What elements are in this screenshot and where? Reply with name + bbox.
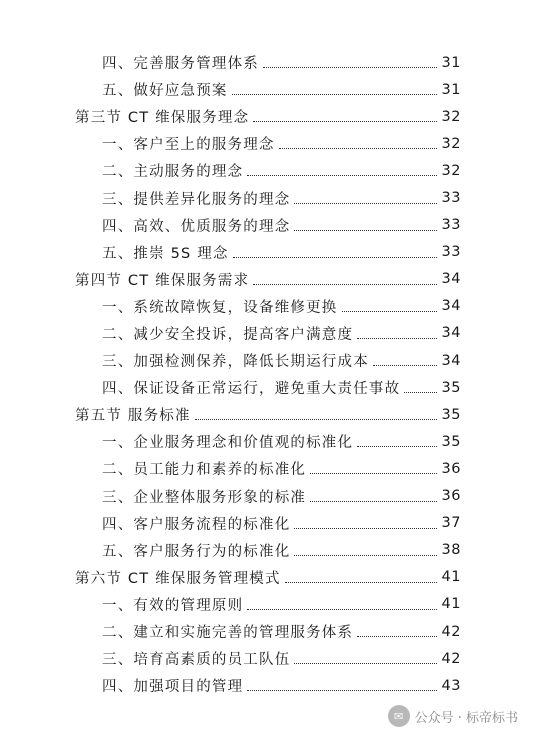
dot-leader [357, 636, 437, 637]
dot-leader [232, 94, 437, 95]
dot-leader [294, 528, 437, 529]
dot-leader [285, 582, 437, 583]
toc-entry-row [0, 184, 540, 211]
dot-leader [373, 365, 437, 366]
toc-entry-label: 五、做好应急预案 [102, 83, 228, 100]
toc-entry-label: 第三节 CT 维保服务理念 [75, 110, 250, 127]
dot-leader [294, 203, 437, 204]
toc-page-number: 42 [441, 650, 461, 667]
toc-entry-label: 四、客户服务流程的标准化 [102, 516, 291, 533]
toc-section-row [0, 266, 540, 293]
toc-entry-label: 二、建立和实施完善的管理服务体系 [102, 625, 354, 642]
toc-entry-row [0, 157, 540, 184]
toc-page-number: 33 [441, 217, 461, 234]
dot-leader [263, 67, 437, 68]
toc-entry-row [0, 212, 540, 239]
toc-entry-label: 三、企业整体服务形象的标准 [102, 489, 307, 506]
toc-entry-row [0, 618, 540, 645]
toc-page-number: 32 [441, 162, 461, 179]
toc-page-number: 33 [441, 244, 461, 261]
toc-page-number: 43 [441, 677, 461, 694]
toc-entry-label: 四、加强项目的管理 [102, 679, 244, 696]
toc-page-number: 34 [441, 271, 461, 288]
toc-page-number: 38 [441, 542, 461, 559]
toc-page-number: 31 [441, 81, 461, 98]
toc-page-number: 32 [441, 108, 461, 125]
dot-leader [294, 663, 437, 664]
dot-leader [357, 446, 437, 447]
toc-page-number: 35 [441, 433, 461, 450]
toc-page-number: 35 [441, 379, 461, 396]
toc-entry-label: 三、加强检测保养，降低长期运行成本 [102, 354, 369, 371]
toc-entry-row [0, 130, 540, 157]
toc-page-number: 34 [441, 325, 461, 342]
toc-page-number: 34 [441, 298, 461, 315]
watermark [388, 704, 518, 728]
toc-entry-row [0, 320, 540, 347]
toc-page-number: 35 [441, 406, 461, 423]
toc-entry-label: 二、主动服务的理念 [102, 164, 244, 181]
toc-entry-row [0, 374, 540, 401]
toc-page-number: 36 [441, 460, 461, 477]
toc-page-number: 32 [441, 135, 461, 152]
toc-entry-label: 三、提供差异化服务的理念 [102, 191, 291, 208]
dot-leader [294, 555, 437, 556]
toc-entry-label: 第六节 CT 维保服务管理模式 [75, 570, 281, 587]
toc-entry-row [0, 591, 540, 618]
toc-page-number: 41 [441, 596, 461, 613]
dot-leader [310, 473, 437, 474]
toc-entry-label: 五、推崇 5S 理念 [102, 245, 229, 262]
toc-entry-row [0, 510, 540, 537]
toc-entry-label: 一、系统故障恢复，设备维修更换 [102, 299, 338, 316]
toc-section-row [0, 401, 540, 428]
toc-entry-row [0, 455, 540, 482]
dot-leader [195, 419, 437, 420]
toc-entry-row [0, 239, 540, 266]
toc-page-number: 31 [441, 54, 461, 71]
toc-entry-label: 第四节 CT 维保服务需求 [75, 272, 250, 289]
dot-leader [247, 609, 437, 610]
dot-leader [253, 284, 437, 285]
toc-entry-row [0, 645, 540, 672]
toc-entry-row [0, 76, 540, 103]
toc-section-row [0, 564, 540, 591]
watermark-text: 公众号 · 标帝标书 [414, 710, 518, 726]
toc-entry-row [0, 428, 540, 455]
toc-page-number: 41 [441, 569, 461, 586]
toc-entry-label: 一、有效的管理原则 [102, 597, 244, 614]
dot-leader [247, 690, 437, 691]
dot-leader [279, 148, 437, 149]
toc-entry-label: 四、高效、优质服务的理念 [102, 218, 291, 235]
toc-entry-label: 二、员工能力和素养的标准化 [102, 462, 307, 479]
toc-page-number: 34 [441, 352, 461, 369]
toc-entry-label: 四、完善服务管理体系 [102, 56, 259, 73]
toc-page-number: 42 [441, 623, 461, 640]
toc-entry-label: 三、培育高素质的员工队伍 [102, 652, 291, 669]
toc-section-row [0, 103, 540, 130]
toc-page-number: 37 [441, 515, 461, 532]
toc-entry-label: 二、减少安全投诉，提高客户满意度 [102, 326, 354, 343]
dot-leader [357, 338, 437, 339]
dot-leader [294, 230, 437, 231]
dot-leader [253, 121, 437, 122]
toc-entry-row [0, 537, 540, 564]
toc-page-number: 36 [441, 488, 461, 505]
toc-entry-row [0, 293, 540, 320]
toc-page-number: 33 [441, 190, 461, 207]
dot-leader [247, 175, 437, 176]
toc-entry-row [0, 672, 540, 699]
wechat-icon: ✉ [388, 705, 410, 727]
dot-leader [310, 501, 437, 502]
toc-entry-label: 五、客户服务行为的标准化 [102, 543, 291, 560]
toc-entry-label: 第五节 服务标准 [75, 408, 191, 425]
table-of-contents [0, 49, 540, 699]
toc-entry-label: 一、客户至上的服务理念 [102, 137, 275, 154]
toc-entry-row [0, 347, 540, 374]
dot-leader [233, 257, 437, 258]
toc-entry-label: 一、企业服务理念和价值观的标准化 [102, 435, 354, 452]
dot-leader [342, 311, 438, 312]
toc-entry-row [0, 483, 540, 510]
toc-entry-row [0, 49, 540, 76]
toc-entry-label: 四、保证设备正常运行，避免重大责任事故 [102, 381, 401, 398]
dot-leader [404, 392, 437, 393]
